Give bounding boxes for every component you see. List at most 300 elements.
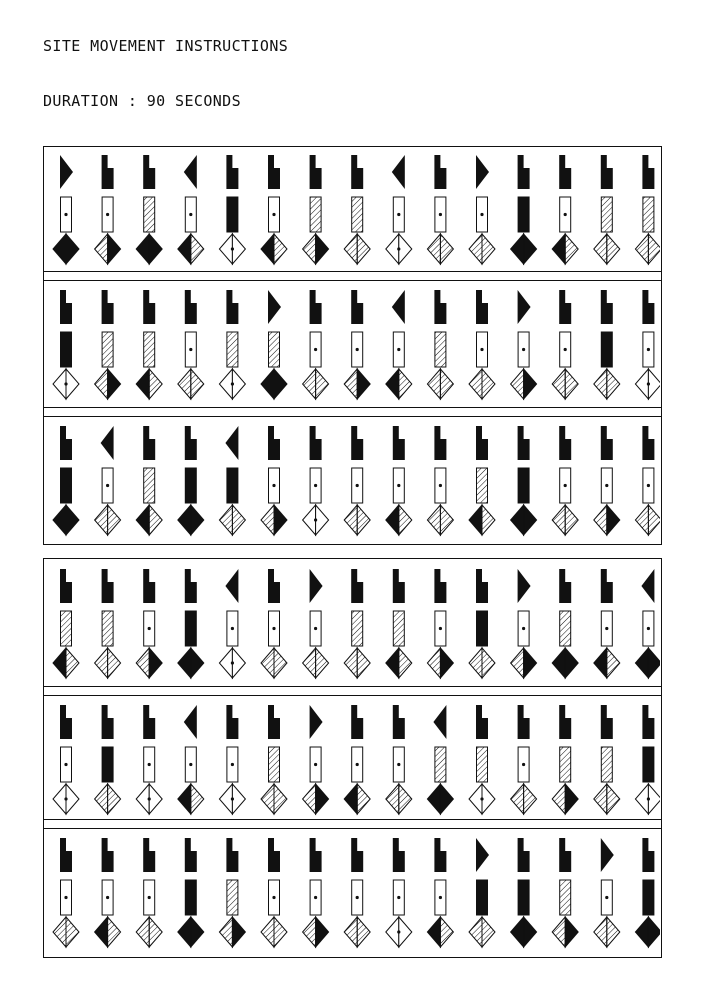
flag-symbol <box>102 569 114 603</box>
movement-column <box>511 290 537 399</box>
movement-column <box>427 838 453 947</box>
diamond-hatch <box>594 917 620 947</box>
flag-symbol <box>434 155 446 189</box>
hatched-bar <box>477 468 488 503</box>
diamond-solid-left <box>386 505 412 535</box>
hatched-bar <box>601 747 612 782</box>
bar-dot <box>522 348 525 351</box>
movement-column <box>594 426 620 535</box>
movement-column <box>594 569 620 678</box>
movement-column <box>53 705 79 814</box>
bar-dot <box>397 763 400 766</box>
flag-symbol <box>102 155 114 189</box>
movement-column <box>511 155 537 264</box>
movement-column <box>594 155 620 264</box>
diamond-hatch <box>552 505 578 535</box>
diamond-hatch <box>344 234 370 264</box>
diamond-hatch <box>95 784 121 814</box>
flag-symbol <box>268 155 280 189</box>
movement-column <box>53 426 79 535</box>
diamond-dot <box>386 917 412 947</box>
solid-bar <box>227 197 238 232</box>
flag-symbol <box>226 155 238 189</box>
diamond-solid-both <box>511 917 537 947</box>
diamond-solid-left <box>594 648 620 678</box>
flag-symbol <box>310 838 322 872</box>
bar-dot <box>522 763 525 766</box>
hatched-bar <box>560 880 571 915</box>
diamond-solid-right <box>594 505 620 535</box>
movement-column <box>303 155 329 264</box>
flag-symbol <box>393 569 405 603</box>
bar-dot <box>356 348 359 351</box>
solid-bar <box>518 468 529 503</box>
hatched-bar <box>269 332 280 367</box>
left-triangle-symbol <box>641 569 654 603</box>
flag-symbol <box>226 705 238 739</box>
bar-dot <box>272 484 275 487</box>
flag-symbol <box>393 426 405 460</box>
bar-dot <box>605 484 608 487</box>
solid-bar <box>477 611 488 646</box>
flag-symbol <box>601 155 613 189</box>
flag-symbol <box>310 155 322 189</box>
flag-symbol <box>351 838 363 872</box>
diamond-dot <box>635 369 660 399</box>
movement-column <box>344 705 370 814</box>
bar-dot <box>314 896 317 899</box>
movement-column <box>469 426 495 535</box>
diamond-solid-right <box>552 784 578 814</box>
diamond-dot <box>469 784 495 814</box>
flag-symbol <box>601 290 613 324</box>
diamond-hatch <box>136 917 162 947</box>
bar-dot <box>564 213 567 216</box>
solid-bar <box>61 332 72 367</box>
bar-dot <box>64 896 67 899</box>
flag-symbol <box>143 426 155 460</box>
diamond-solid-right <box>303 234 329 264</box>
hatched-bar <box>560 747 571 782</box>
right-triangle-symbol <box>518 569 531 603</box>
movement-column <box>261 290 287 399</box>
bar-dot <box>480 213 483 216</box>
bar-dot <box>231 763 234 766</box>
hatched-bar <box>61 611 72 646</box>
right-triangle-symbol <box>601 838 614 872</box>
bar-dot <box>356 484 359 487</box>
bar-dot <box>106 213 109 216</box>
movement-column <box>95 155 121 264</box>
movement-column <box>178 838 204 947</box>
movement-column <box>53 569 79 678</box>
flag-symbol <box>601 569 613 603</box>
bar-dot <box>272 627 275 630</box>
diamond-hatch <box>552 369 578 399</box>
flag-symbol <box>310 426 322 460</box>
movement-column <box>344 426 370 535</box>
movement-column <box>552 155 578 264</box>
flag-symbol <box>143 705 155 739</box>
flag-symbol <box>559 155 571 189</box>
solid-bar <box>185 468 196 503</box>
bar-dot <box>605 627 608 630</box>
flag-symbol <box>601 705 613 739</box>
movement-column <box>303 426 329 535</box>
diamond-solid-right <box>511 648 537 678</box>
movement-column <box>219 569 245 678</box>
movement-column <box>386 838 412 947</box>
diamond-solid-both <box>427 784 453 814</box>
bar-dot <box>106 896 109 899</box>
diamond-solid-left <box>261 234 287 264</box>
right-triangle-symbol <box>268 290 281 324</box>
diamond-hatch <box>427 369 453 399</box>
movement-column <box>511 426 537 535</box>
movement-column <box>136 838 162 947</box>
flag-symbol <box>60 569 72 603</box>
bar-dot <box>314 348 317 351</box>
flag-symbol <box>60 705 72 739</box>
right-triangle-symbol <box>310 569 323 603</box>
bar-dot <box>397 896 400 899</box>
flag-symbol <box>393 838 405 872</box>
diamond-hatch <box>303 369 329 399</box>
movement-column <box>469 290 495 399</box>
flag-symbol <box>310 290 322 324</box>
flag-symbol <box>393 705 405 739</box>
flag-symbol <box>434 838 446 872</box>
movement-column <box>344 838 370 947</box>
flag-symbol <box>642 838 654 872</box>
bar-dot <box>647 627 650 630</box>
movement-column <box>427 426 453 535</box>
bar-dot <box>231 627 234 630</box>
movement-column <box>95 426 121 535</box>
solid-bar <box>643 747 654 782</box>
bar-dot <box>148 763 151 766</box>
bar-dot <box>189 348 192 351</box>
diamond-solid-right <box>95 369 121 399</box>
flag-symbol <box>185 290 197 324</box>
movement-column <box>386 155 412 264</box>
movement-column <box>552 290 578 399</box>
right-triangle-symbol <box>310 705 323 739</box>
diamond-solid-both <box>511 505 537 535</box>
solid-bar <box>518 197 529 232</box>
diamond-dot <box>136 784 162 814</box>
movement-column <box>178 155 204 264</box>
hatched-bar <box>227 880 238 915</box>
solid-bar <box>227 468 238 503</box>
diamond-solid-left <box>178 784 204 814</box>
movement-column <box>261 155 287 264</box>
left-triangle-symbol <box>392 290 405 324</box>
bar-dot <box>647 348 650 351</box>
movement-column <box>469 569 495 678</box>
hatched-bar <box>102 332 113 367</box>
movement-column <box>344 569 370 678</box>
movement-column <box>427 705 453 814</box>
movement-column <box>427 569 453 678</box>
movement-column <box>469 705 495 814</box>
movement-score-2 <box>44 559 660 956</box>
flag-symbol <box>60 838 72 872</box>
diamond-hatch <box>261 917 287 947</box>
movement-column <box>635 426 660 535</box>
movement-column <box>552 426 578 535</box>
diamond-hatch <box>594 784 620 814</box>
flag-symbol <box>226 838 238 872</box>
diamond-hatch <box>95 648 121 678</box>
flag-symbol <box>642 290 654 324</box>
diamond-hatch <box>178 369 204 399</box>
diamond-solid-left <box>136 505 162 535</box>
movement-column <box>178 705 204 814</box>
left-triangle-symbol <box>184 155 197 189</box>
diamond-solid-right <box>95 234 121 264</box>
flag-symbol <box>143 569 155 603</box>
movement-column <box>261 838 287 947</box>
movement-column <box>219 705 245 814</box>
flag-symbol <box>351 705 363 739</box>
hatched-bar <box>352 611 363 646</box>
flag-symbol <box>601 426 613 460</box>
flag-symbol <box>559 290 571 324</box>
flag-symbol <box>559 838 571 872</box>
diamond-dot <box>386 234 412 264</box>
flag-symbol <box>476 290 488 324</box>
bar-dot <box>356 896 359 899</box>
diamond-hatch <box>594 234 620 264</box>
movement-column <box>469 155 495 264</box>
movement-column <box>511 838 537 947</box>
left-triangle-symbol <box>184 705 197 739</box>
movement-column <box>635 569 660 678</box>
diamond-solid-left <box>344 784 370 814</box>
movement-column <box>427 155 453 264</box>
diamond-solid-both <box>511 234 537 264</box>
diamond-solid-right <box>511 369 537 399</box>
solid-bar <box>601 332 612 367</box>
bar-dot <box>439 213 442 216</box>
movement-score-1 <box>44 147 660 543</box>
movement-column <box>136 155 162 264</box>
bar-dot <box>439 896 442 899</box>
diamond-solid-both <box>178 648 204 678</box>
movement-column <box>219 290 245 399</box>
movement-column <box>594 290 620 399</box>
diamond-hatch <box>635 505 660 535</box>
movement-column <box>386 426 412 535</box>
diamond-hatch <box>303 648 329 678</box>
diamond-solid-both <box>635 648 660 678</box>
flag-symbol <box>60 290 72 324</box>
movement-column <box>635 155 660 264</box>
bar-dot <box>148 896 151 899</box>
hatched-bar <box>144 332 155 367</box>
diamond-solid-both <box>136 234 162 264</box>
solid-bar <box>643 880 654 915</box>
diamond-hatch <box>469 648 495 678</box>
movement-column <box>136 569 162 678</box>
movement-column <box>511 569 537 678</box>
bar-dot <box>397 348 400 351</box>
movement-column <box>219 426 245 535</box>
flag-symbol <box>143 155 155 189</box>
movement-column <box>635 838 660 947</box>
flag-symbol <box>518 838 530 872</box>
bar-dot <box>272 213 275 216</box>
flag-symbol <box>268 426 280 460</box>
left-triangle-symbol <box>225 569 238 603</box>
diamond-solid-right <box>303 784 329 814</box>
flag-symbol <box>351 569 363 603</box>
diamond-hatch <box>511 784 537 814</box>
flag-symbol <box>559 569 571 603</box>
flag-symbol <box>642 426 654 460</box>
hatched-bar <box>144 468 155 503</box>
diamond-hatch <box>427 234 453 264</box>
hatched-bar <box>310 197 321 232</box>
left-triangle-symbol <box>101 426 114 460</box>
bar-dot <box>148 627 151 630</box>
flag-symbol <box>60 426 72 460</box>
diamond-solid-right <box>136 648 162 678</box>
bar-dot <box>522 627 525 630</box>
diamond-solid-right <box>303 917 329 947</box>
flag-symbol <box>434 290 446 324</box>
diamond-dot <box>219 234 245 264</box>
movement-column <box>344 290 370 399</box>
diamond-solid-both <box>178 505 204 535</box>
movement-column <box>219 838 245 947</box>
flag-symbol <box>102 838 114 872</box>
movement-column <box>594 838 620 947</box>
bar-dot <box>356 763 359 766</box>
movement-column <box>386 290 412 399</box>
movement-column <box>303 705 329 814</box>
movement-column <box>95 705 121 814</box>
flag-symbol <box>185 838 197 872</box>
movement-column <box>303 569 329 678</box>
hatched-bar <box>560 611 571 646</box>
solid-bar <box>185 611 196 646</box>
movement-column <box>53 838 79 947</box>
hatched-bar <box>393 611 404 646</box>
flag-symbol <box>143 290 155 324</box>
diamond-solid-right <box>261 505 287 535</box>
flag-symbol <box>476 705 488 739</box>
diamond-hatch <box>53 917 79 947</box>
diamond-dot <box>53 784 79 814</box>
movement-column <box>53 290 79 399</box>
movement-column <box>136 705 162 814</box>
diamond-dot <box>53 369 79 399</box>
left-triangle-symbol <box>392 155 405 189</box>
right-triangle-symbol <box>476 838 489 872</box>
left-triangle-symbol <box>433 705 446 739</box>
bar-dot <box>64 213 67 216</box>
solid-bar <box>518 880 529 915</box>
bar-dot <box>605 896 608 899</box>
movement-column <box>552 705 578 814</box>
flag-symbol <box>642 705 654 739</box>
diamond-solid-left <box>386 369 412 399</box>
diamond-hatch <box>469 234 495 264</box>
movement-column <box>427 290 453 399</box>
bar-dot <box>314 484 317 487</box>
flag-symbol <box>518 426 530 460</box>
diamond-dot <box>303 505 329 535</box>
diamond-solid-both <box>53 234 79 264</box>
flag-symbol <box>185 569 197 603</box>
flag-symbol <box>476 426 488 460</box>
diamond-hatch <box>95 505 121 535</box>
right-triangle-symbol <box>476 155 489 189</box>
flag-symbol <box>268 705 280 739</box>
movement-column <box>386 705 412 814</box>
flag-symbol <box>143 838 155 872</box>
bar-dot <box>272 896 275 899</box>
diamond-dot <box>219 784 245 814</box>
movement-column <box>219 155 245 264</box>
bar-dot <box>314 763 317 766</box>
flag-symbol <box>351 426 363 460</box>
flag-symbol <box>434 426 446 460</box>
flag-symbol <box>559 426 571 460</box>
movement-column <box>136 290 162 399</box>
solid-bar <box>102 747 113 782</box>
bar-dot <box>564 484 567 487</box>
flag-symbol <box>268 838 280 872</box>
bar-dot <box>64 763 67 766</box>
instruction-block-1 <box>43 146 662 545</box>
diamond-solid-both <box>635 917 660 947</box>
flag-symbol <box>476 569 488 603</box>
flag-symbol <box>351 155 363 189</box>
right-triangle-symbol <box>60 155 73 189</box>
flag-symbol <box>559 705 571 739</box>
movement-column <box>386 569 412 678</box>
diamond-hatch <box>344 648 370 678</box>
movement-column <box>552 569 578 678</box>
diamond-solid-left <box>469 505 495 535</box>
solid-bar <box>185 880 196 915</box>
movement-column <box>303 838 329 947</box>
flag-symbol <box>102 705 114 739</box>
diamond-hatch <box>469 369 495 399</box>
diamond-solid-left <box>386 648 412 678</box>
diamond-solid-left <box>53 648 79 678</box>
bar-dot <box>439 484 442 487</box>
diamond-dot <box>219 369 245 399</box>
movement-column <box>136 426 162 535</box>
diamond-hatch <box>469 917 495 947</box>
diamond-solid-both <box>53 505 79 535</box>
diamond-hatch <box>344 505 370 535</box>
movement-column <box>469 838 495 947</box>
flag-symbol <box>518 155 530 189</box>
diamond-hatch <box>594 369 620 399</box>
movement-column <box>178 569 204 678</box>
movement-column <box>594 705 620 814</box>
diamond-hatch <box>261 784 287 814</box>
bar-dot <box>480 348 483 351</box>
diamond-hatch <box>219 505 245 535</box>
bar-dot <box>564 348 567 351</box>
diamond-solid-left <box>552 234 578 264</box>
